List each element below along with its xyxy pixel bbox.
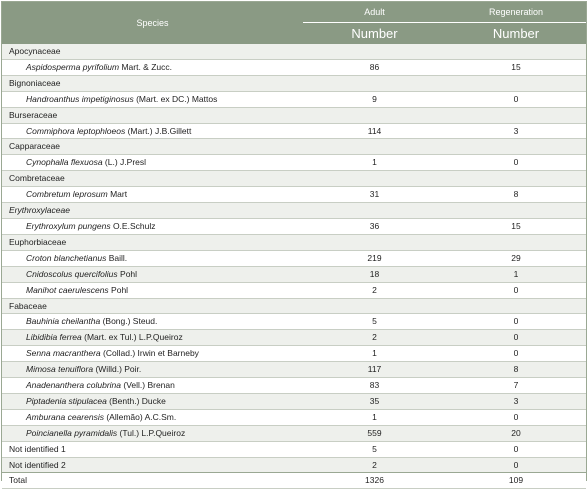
header-adult-number: Number xyxy=(303,23,446,45)
adult-count: 117 xyxy=(303,362,446,378)
table-row xyxy=(2,187,586,203)
species-author: (Benth.) Ducke xyxy=(106,395,166,406)
family-name: Euphorbiaceae xyxy=(2,234,303,250)
species-author: (Mart. ex Tul.) L.P.Queiroz xyxy=(81,332,183,343)
adult-count xyxy=(303,298,446,314)
table-row xyxy=(2,330,586,346)
species-author: Pohl xyxy=(108,284,129,295)
species-name xyxy=(2,346,303,362)
species-name xyxy=(2,362,303,378)
family-name: Erythroxylaceae xyxy=(2,203,303,219)
adult-count: 9 xyxy=(303,91,446,107)
species-author: (Willd.) Poir. xyxy=(93,364,142,375)
regeneration-count: 29 xyxy=(446,250,586,266)
table-row xyxy=(2,393,586,409)
family-name: Burseraceae xyxy=(2,107,303,123)
species-author: Baill. xyxy=(106,252,128,263)
adult-count: 18 xyxy=(303,266,446,282)
species-binomial: Libidibia ferrea xyxy=(26,332,82,343)
adult-count: 1 xyxy=(303,346,446,362)
table-row xyxy=(2,346,586,362)
table-row xyxy=(2,314,586,330)
regeneration-count xyxy=(446,107,586,123)
table-body xyxy=(2,44,586,489)
species-author: (L.) J.Presl xyxy=(102,157,147,168)
table-row xyxy=(2,282,586,298)
regeneration-count: 0 xyxy=(446,330,586,346)
regeneration-count: 0 xyxy=(446,282,586,298)
species-author: (Vell.) Brenan xyxy=(121,380,175,391)
species-author: (Tul.) L.P.Queiroz xyxy=(117,427,186,438)
adult-count: 1 xyxy=(303,155,446,171)
adult-count: 219 xyxy=(303,250,446,266)
regeneration-count: 20 xyxy=(446,425,586,441)
species-name xyxy=(2,393,303,409)
species-name xyxy=(2,218,303,234)
row-label: Not identified 1 xyxy=(2,441,303,457)
species-author: (Allemão) A.C.Sm. xyxy=(103,411,177,422)
table-row xyxy=(2,425,586,441)
adult-count: 1326 xyxy=(303,473,446,489)
family-row xyxy=(2,234,586,250)
row-label: Total xyxy=(2,473,303,489)
species-binomial: Senna macranthera xyxy=(26,348,101,359)
species-table xyxy=(2,2,586,489)
adult-count: 559 xyxy=(303,425,446,441)
family-name: Combretaceae xyxy=(2,171,303,187)
family-row xyxy=(2,75,586,91)
table-row xyxy=(2,59,586,75)
species-author: (Bong.) Steud. xyxy=(100,316,158,327)
species-name xyxy=(2,425,303,441)
table-row xyxy=(2,378,586,394)
species-binomial: Mimosa tenuiflora xyxy=(26,364,94,375)
header-regen-number: Number xyxy=(446,23,586,45)
row-label: Not identified 2 xyxy=(2,457,303,473)
regeneration-count: 0 xyxy=(446,155,586,171)
species-name xyxy=(2,250,303,266)
species-binomial: Cnidoscolus quercifolius xyxy=(26,268,118,279)
species-binomial: Anadenanthera colubrina xyxy=(26,380,121,391)
species-name xyxy=(2,187,303,203)
regeneration-count: 109 xyxy=(446,473,586,489)
species-name xyxy=(2,330,303,346)
species-binomial: Handroanthus impetiginosus xyxy=(26,93,134,104)
adult-count: 5 xyxy=(303,441,446,457)
regeneration-count: 15 xyxy=(446,59,586,75)
species-name xyxy=(2,155,303,171)
regeneration-count: 7 xyxy=(446,378,586,394)
adult-count: 35 xyxy=(303,393,446,409)
regeneration-count: 8 xyxy=(446,362,586,378)
species-author: (Mart. ex DC.) Mattos xyxy=(133,93,218,104)
species-author: Mart. & Zucc. xyxy=(119,61,172,72)
species-binomial: Croton blanchetianus xyxy=(26,252,107,263)
species-name xyxy=(2,282,303,298)
adult-count: 1 xyxy=(303,409,446,425)
adult-count xyxy=(303,234,446,250)
species-author: (Collad.) Irwin et Barneby xyxy=(100,348,199,359)
family-name: Apocynaceae xyxy=(2,44,303,59)
adult-count: 2 xyxy=(303,457,446,473)
adult-count xyxy=(303,171,446,187)
header-regeneration: Regeneration xyxy=(446,2,586,23)
table-row xyxy=(2,91,586,107)
table-row xyxy=(2,457,586,473)
adult-count: 5 xyxy=(303,314,446,330)
adult-count: 2 xyxy=(303,282,446,298)
regeneration-count: 3 xyxy=(446,123,586,139)
table-row xyxy=(2,409,586,425)
species-binomial: Piptadenia stipulacea xyxy=(26,395,107,406)
species-author: O.E.Schulz xyxy=(110,220,156,231)
species-binomial: Combretum leprosum xyxy=(26,189,108,200)
family-row xyxy=(2,107,586,123)
species-author: Pohl xyxy=(117,268,138,279)
family-name: Bignoniaceae xyxy=(2,75,303,91)
regeneration-count xyxy=(446,298,586,314)
table-row xyxy=(2,123,586,139)
species-name xyxy=(2,314,303,330)
regeneration-count: 0 xyxy=(446,314,586,330)
regeneration-count xyxy=(446,139,586,155)
species-author: Mart xyxy=(107,189,128,200)
family-name: Capparaceae xyxy=(2,139,303,155)
regeneration-count xyxy=(446,203,586,219)
family-row xyxy=(2,139,586,155)
regeneration-count: 15 xyxy=(446,218,586,234)
adult-count: 36 xyxy=(303,218,446,234)
adult-count xyxy=(303,139,446,155)
adult-count: 83 xyxy=(303,378,446,394)
regeneration-count xyxy=(446,234,586,250)
regeneration-count xyxy=(446,171,586,187)
species-binomial: Cynophalla flexuosa xyxy=(26,157,103,168)
regeneration-count xyxy=(446,44,586,59)
regeneration-count: 0 xyxy=(446,346,586,362)
adult-count xyxy=(303,203,446,219)
header-adult: Adult xyxy=(303,2,446,23)
species-name xyxy=(2,59,303,75)
regeneration-count: 1 xyxy=(446,266,586,282)
table-row xyxy=(2,441,586,457)
regeneration-count: 3 xyxy=(446,393,586,409)
regeneration-count xyxy=(446,75,586,91)
species-name xyxy=(2,409,303,425)
table-row xyxy=(2,362,586,378)
species-name xyxy=(2,123,303,139)
regeneration-count: 0 xyxy=(446,409,586,425)
species-binomial: Manihot caerulescens xyxy=(26,284,109,295)
family-row xyxy=(2,171,586,187)
regeneration-count: 8 xyxy=(446,187,586,203)
total-row xyxy=(2,473,586,489)
species-table-container xyxy=(1,1,587,486)
regeneration-count: 0 xyxy=(446,457,586,473)
adult-count: 31 xyxy=(303,187,446,203)
species-binomial: Bauhinia cheilantha xyxy=(26,316,101,327)
family-row xyxy=(2,203,586,219)
species-name xyxy=(2,378,303,394)
adult-count xyxy=(303,44,446,59)
adult-count: 2 xyxy=(303,330,446,346)
species-author: (Mart.) J.B.Gillett xyxy=(125,125,192,136)
adult-count: 114 xyxy=(303,123,446,139)
header-species: Species xyxy=(2,2,303,44)
family-row xyxy=(2,44,586,59)
table-row xyxy=(2,266,586,282)
table-header xyxy=(2,2,586,44)
species-name xyxy=(2,266,303,282)
adult-count xyxy=(303,75,446,91)
regeneration-count: 0 xyxy=(446,91,586,107)
species-binomial: Erythroxylum pungens xyxy=(26,220,111,231)
species-binomial: Poincianella pyramidalis xyxy=(26,427,118,438)
table-row xyxy=(2,250,586,266)
table-row xyxy=(2,155,586,171)
species-binomial: Aspidosperma pyrifolium xyxy=(26,61,120,72)
species-binomial: Commiphora leptophloeos xyxy=(26,125,126,136)
adult-count xyxy=(303,107,446,123)
species-name xyxy=(2,91,303,107)
regeneration-count: 0 xyxy=(446,441,586,457)
family-name: Fabaceae xyxy=(2,298,303,314)
family-row xyxy=(2,298,586,314)
adult-count: 86 xyxy=(303,59,446,75)
species-binomial: Amburana cearensis xyxy=(26,411,104,422)
table-row xyxy=(2,218,586,234)
